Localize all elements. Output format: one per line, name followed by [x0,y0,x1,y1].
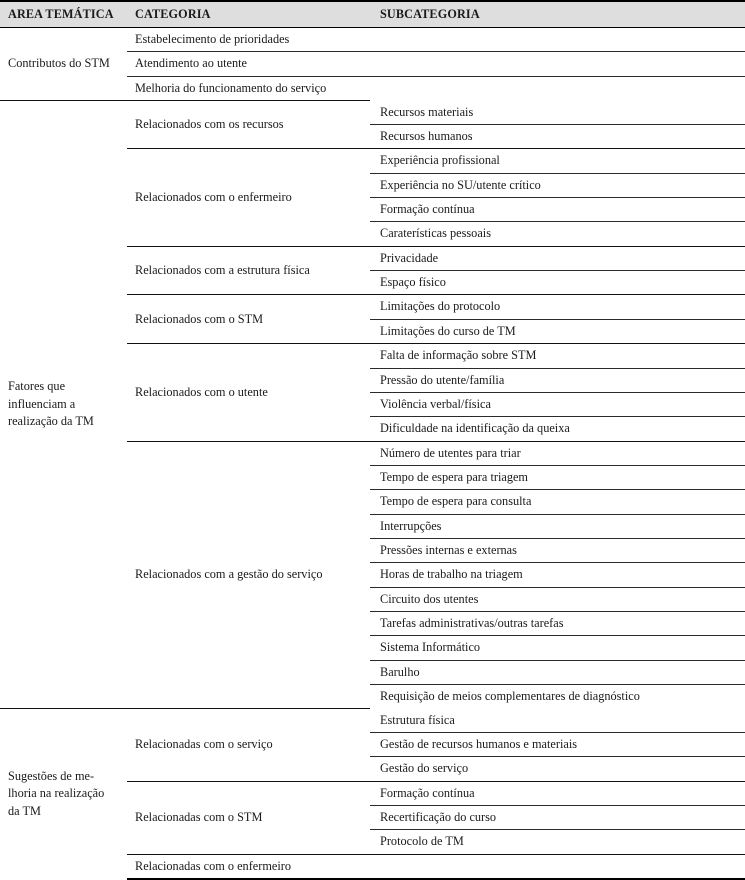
table-row [0,101,745,125]
subcategoria-cell: Tempo de espera para consulta [370,490,745,514]
subcategoria-cell: Tarefas administrativas/outras tarefas [370,612,745,636]
column-header-categoria: CATEGORIA [127,1,370,28]
subcategoria-cell: Horas de trabalho na triagem [370,563,745,587]
categoria-cell: Melhoria do funcionamento do serviço [127,76,370,100]
subcategoria-cell: Interrupções [370,514,745,538]
subcategoria-cell: Formação contínua [370,198,745,222]
subcategoria-cell: Protocolo de TM [370,830,745,854]
subcategoria-cell: Espaço físico [370,271,745,295]
subcategoria-cell: Recursos humanos [370,124,745,148]
area-tematica-label: Contributos do STM [8,56,110,71]
categoria-cell: Relacionados com a estrutura física [127,246,370,295]
subcategoria-cell: Experiência profissional [370,149,745,173]
categoria-cell: Atendimento ao utente [127,52,370,76]
subcategoria-cell: Gestão do serviço [370,757,745,781]
subcategoria-cell: Falta de informação sobre STM [370,344,745,368]
subcategoria-cell: Pressão do utente/família [370,368,745,392]
categoria-cell: Relacionadas com o STM [127,781,370,854]
categoria-cell: Relacionadas com o serviço [127,709,370,782]
subcategoria-cell: Sistema Informático [370,636,745,660]
subcategoria-cell: Recertificação do curso [370,806,745,830]
subcategoria-cell-empty [370,854,745,879]
subcategoria-cell: Estrutura física [380,712,455,727]
area-tematica-cell [0,101,127,709]
table-header [0,1,745,28]
categoria-cell: Relacionados com a gestão do serviço [127,441,370,708]
area-tematica-label: Sugestões de me- lhoria na realização da TM [8,768,105,818]
column-header-subcategoria: SUBCATEGORIA [370,1,745,28]
subcategoria-cell: Pressões internas e externas [370,539,745,563]
area-tematica-label: Fatores que influenciam a realização da TM [8,379,94,429]
subcategoria-cell-empty [370,76,745,100]
subcategoria-cell: Requisição de meios complementares de diagnóstico [370,685,745,709]
subcategoria-cell: Circuito dos utentes [370,587,745,611]
categoria-cell: Relacionados com o enfermeiro [127,149,370,246]
subcategoria-cell: Número de utentes para triar [370,441,745,465]
table-row [0,28,745,52]
subcategoria-cell: Violência verbal/física [370,392,745,416]
column-header-area-tematica: AREA TEMÁTICA [0,1,127,28]
categoria-cell: Relacionados com o utente [127,344,370,441]
subcategoria-cell-empty [370,52,745,76]
area-tematica-cell [0,28,127,101]
subcategoria-cell-empty [370,28,745,52]
header-row [0,1,745,28]
categoria-cell: Relacionadas com o enfermeiro [127,854,370,879]
subcategoria-cell: Limitações do protocolo [370,295,745,319]
categoria-cell: Relacionados com os recursos [127,101,370,149]
categoria-cell: Relacionados com o STM [127,295,370,344]
subcategoria-cell: Dificuldade na identificação da queixa [370,417,745,441]
subcategoria-cell: Gestão de recursos humanos e materiais [370,732,745,756]
table-body [0,28,745,880]
subcategoria-cell: Privacidade [370,246,745,270]
categoria-cell: Estabelecimento de prioridades [135,32,290,46]
subcategoria-cell: Recursos materiais [380,104,474,119]
subcategoria-cell: Formação contínua [370,781,745,805]
subcategoria-cell: Barulho [370,660,745,684]
table-row [0,709,745,733]
subcategoria-cell: Tempo de espera para triagem [370,465,745,489]
area-tematica-cell [0,709,127,880]
subcategoria-cell: Caraterísticas pessoais [370,222,745,246]
subcategoria-cell: Experiência no SU/utente crítico [370,173,745,197]
subcategoria-cell: Limitações do curso de TM [370,319,745,343]
